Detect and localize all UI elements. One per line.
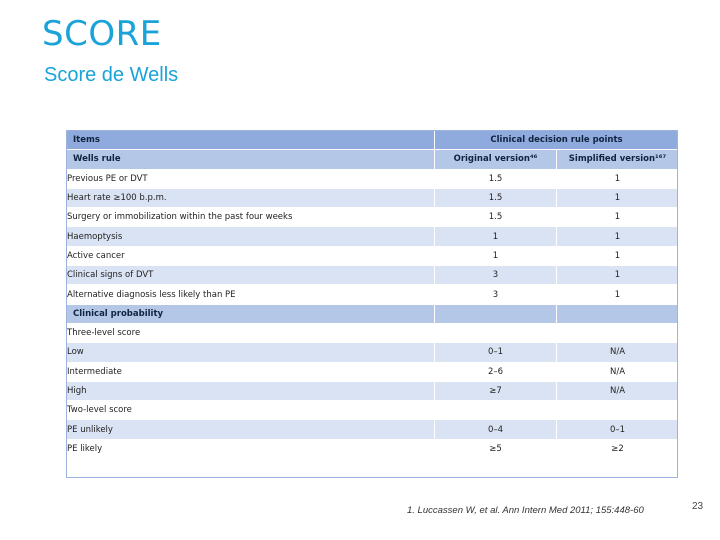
row-original: 3	[435, 285, 557, 304]
row-item: High	[67, 381, 435, 400]
slide-title: SCORE	[42, 14, 162, 54]
subheader-simplified: Simplified version¹⁶⁷	[557, 150, 679, 169]
table-row	[67, 208, 679, 227]
row-simplified: N/A	[557, 381, 679, 400]
table-row	[67, 362, 679, 381]
table-row	[67, 343, 679, 362]
row-item: Haemoptysis	[67, 227, 435, 246]
table-row	[67, 439, 679, 458]
row-original: 0–4	[435, 420, 557, 439]
table-row	[67, 285, 679, 304]
clinical-probability-label: Clinical probability	[67, 304, 435, 323]
table-row	[67, 169, 679, 188]
row-simplified: 1	[557, 169, 679, 188]
row-item: Previous PE or DVT	[67, 169, 435, 188]
row-original: ≥7	[435, 381, 557, 400]
header-points: Clinical decision rule points	[435, 131, 679, 150]
citation: 1. Luccassen W, et al. Ann Intern Med 2011; 155:448-60	[407, 505, 644, 516]
row-simplified: N/A	[557, 343, 679, 362]
table-row	[67, 420, 679, 439]
row-item: Alternative diagnosis less likely than PE	[67, 285, 435, 304]
two-level-label: Two-level score	[67, 401, 435, 420]
row-item: Surgery or immobilization within the past four weeks	[67, 208, 435, 227]
three-level-label: Three-level score	[67, 323, 435, 342]
row-simplified: 1	[557, 266, 679, 285]
row-original: ≥5	[435, 439, 557, 458]
row-simplified: 1	[557, 227, 679, 246]
page-number: 23	[692, 501, 704, 512]
row-item: Intermediate	[67, 362, 435, 381]
table-row	[67, 381, 679, 400]
row-original: 1	[435, 227, 557, 246]
table-header-row	[67, 131, 679, 150]
table-row	[67, 227, 679, 246]
row-original: 1.5	[435, 169, 557, 188]
row-item: Clinical signs of DVT	[67, 266, 435, 285]
subheader-original: Original version⁴⁶	[435, 150, 557, 169]
row-item: Heart rate ≥100 b.p.m.	[67, 188, 435, 207]
slide-subtitle: Score de Wells	[44, 64, 179, 86]
row-original: 1	[435, 246, 557, 265]
row-original: 1.5	[435, 188, 557, 207]
row-simplified: 0–1	[557, 420, 679, 439]
row-item: PE unlikely	[67, 420, 435, 439]
row-original: 1.5	[435, 208, 557, 227]
two-level-label-row	[67, 401, 679, 420]
header-items: Items	[67, 131, 435, 150]
table-row	[67, 266, 679, 285]
row-simplified: 1	[557, 188, 679, 207]
row-original: 3	[435, 266, 557, 285]
three-level-label-row	[67, 323, 679, 342]
row-item: PE likely	[67, 439, 435, 458]
row-original: 2–6	[435, 362, 557, 381]
row-simplified: N/A	[557, 362, 679, 381]
row-simplified: 1	[557, 285, 679, 304]
row-simplified: ≥2	[557, 439, 679, 458]
row-simplified: 1	[557, 246, 679, 265]
subheader-rule: Wells rule	[67, 150, 435, 169]
table-subheader-row	[67, 150, 679, 169]
wells-score-table	[66, 130, 679, 459]
row-item: Low	[67, 343, 435, 362]
clinical-probability-row	[67, 304, 679, 323]
table-row	[67, 246, 679, 265]
row-item: Active cancer	[67, 246, 435, 265]
row-simplified: 1	[557, 208, 679, 227]
row-original: 0–1	[435, 343, 557, 362]
table-row	[67, 188, 679, 207]
